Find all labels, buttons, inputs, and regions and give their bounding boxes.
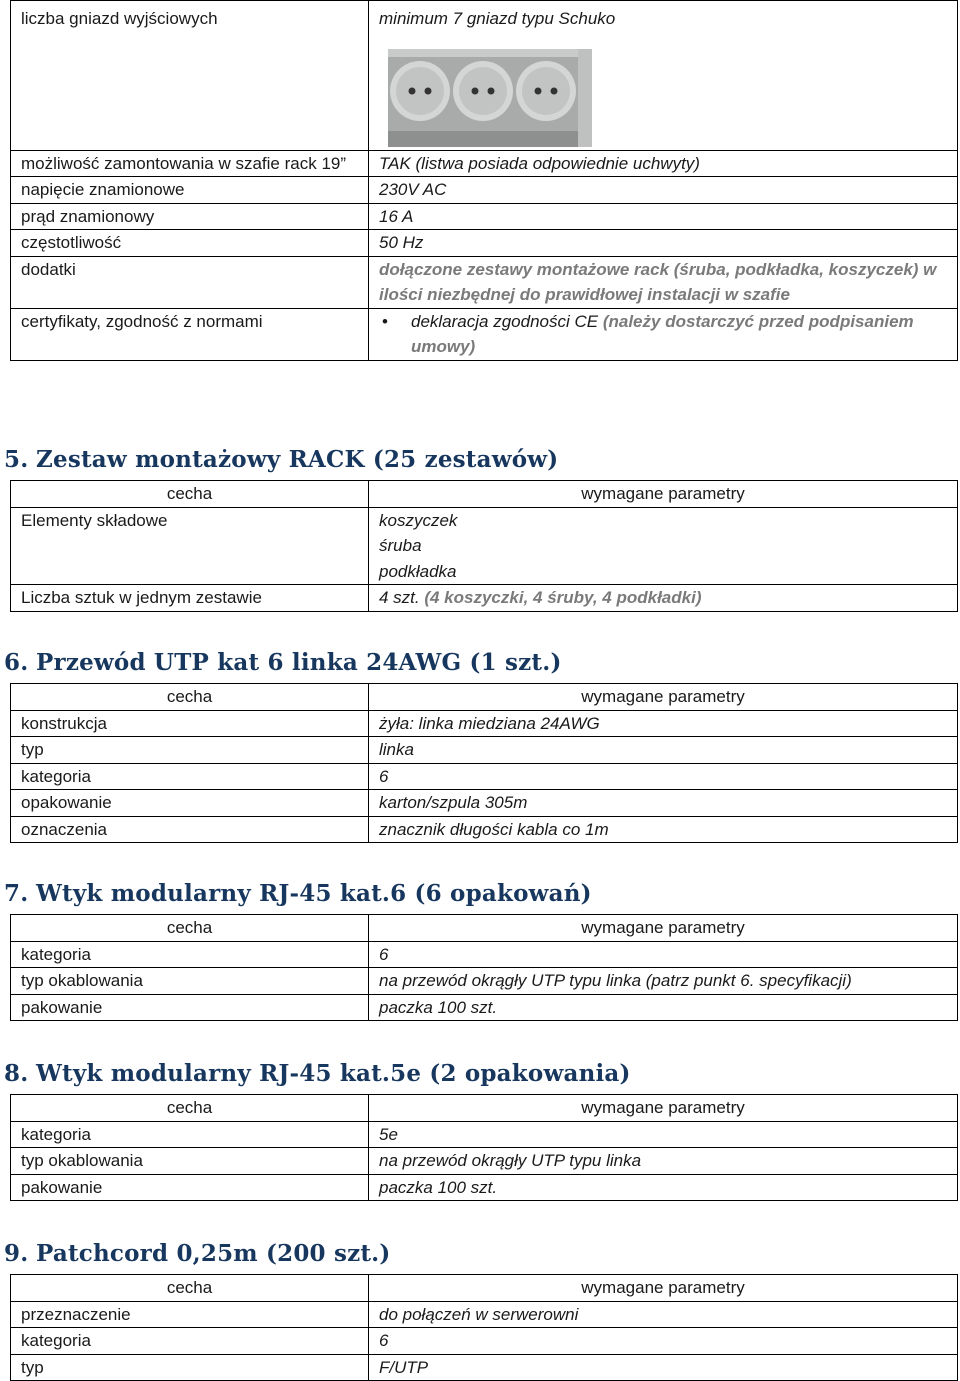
- column-header-cecha: cecha: [11, 915, 369, 942]
- column-header-cecha: cecha: [11, 1275, 369, 1302]
- table-row: [11, 1301, 958, 1328]
- section-heading: 5. Zestaw montażowy RACK (25 zestawów): [4, 446, 559, 473]
- section-9-table: [10, 1274, 958, 1381]
- spec-value: 6: [369, 763, 958, 790]
- section-6-table: [10, 683, 958, 843]
- spec-label: pakowanie: [11, 1174, 369, 1201]
- spec-value: znacznik długości kabla co 1m: [369, 816, 958, 843]
- table-header-row: [11, 684, 958, 711]
- spec-label: typ okablowania: [11, 1148, 369, 1175]
- table-row: [11, 308, 958, 360]
- table-row: [11, 790, 958, 817]
- spec-label: kategoria: [11, 1328, 369, 1355]
- spec-value: 4 szt.: [379, 588, 420, 607]
- spec-value: na przewód okrągły UTP typu linka: [369, 1148, 958, 1175]
- table-row: [11, 1174, 958, 1201]
- spec-label: Elementy składowe: [11, 507, 369, 585]
- spec-label: Liczba sztuk w jednym zestawie: [11, 585, 369, 612]
- schuko-socket-icon: [453, 61, 513, 121]
- table-row: [11, 585, 958, 612]
- table-row: [11, 763, 958, 790]
- table-header-row: [11, 915, 958, 942]
- spec-value: 16 A: [369, 203, 958, 230]
- table-row: [11, 968, 958, 995]
- spec-label: typ: [11, 1354, 369, 1381]
- spec-value: TAK (listwa posiada odpowiednie uchwyty): [369, 150, 958, 177]
- spec-label: napięcie znamionowe: [11, 177, 369, 204]
- table-header-row: [11, 1095, 958, 1122]
- certificate-bullet: [379, 309, 957, 360]
- column-header-params: wymagane parametry: [369, 481, 958, 508]
- spec-value-cell: [369, 1, 958, 151]
- spec-label: konstrukcja: [11, 710, 369, 737]
- table-row: [11, 256, 958, 308]
- table-row: [11, 1328, 958, 1355]
- spec-value: 230V AC: [369, 177, 958, 204]
- column-header-cecha: cecha: [11, 481, 369, 508]
- spec-value: karton/szpula 305m: [369, 790, 958, 817]
- section-heading: 8. Wtyk modularny RJ-45 kat.5e (2 opakowania): [4, 1060, 631, 1087]
- section-8-table: [10, 1094, 958, 1201]
- section-7-table: [10, 914, 958, 1021]
- spec-value: 5e: [369, 1121, 958, 1148]
- spec-label: dodatki: [11, 256, 369, 308]
- schuko-socket-icon: [390, 61, 450, 121]
- spec-label: przeznaczenie: [11, 1301, 369, 1328]
- spec-value: podkładka: [379, 561, 457, 581]
- column-header-cecha: cecha: [11, 1095, 369, 1122]
- spec-value: minimum 7 gniazd typu Schuko: [379, 9, 616, 28]
- spec-label: liczba gniazd wyjściowych: [11, 1, 369, 151]
- spec-label: kategoria: [11, 763, 369, 790]
- spec-value: żyła: linka miedziana 24AWG: [369, 710, 958, 737]
- spec-value: na przewód okrągły UTP typu linka (patrz punkt 6. specyfikacji): [369, 968, 958, 995]
- spec-value-note: (4 koszyczki, 4 śruby, 4 podkładki): [419, 588, 702, 607]
- column-header-cecha: cecha: [11, 684, 369, 711]
- table-header-row: [11, 1275, 958, 1302]
- table-header-row: [11, 481, 958, 508]
- table-row: [11, 710, 958, 737]
- table-row: [11, 507, 958, 585]
- spec-value: paczka 100 szt.: [369, 1174, 958, 1201]
- spec-label: kategoria: [11, 941, 369, 968]
- section-5-table: [10, 480, 958, 612]
- spec-label: opakowanie: [11, 790, 369, 817]
- spec-value: śruba: [379, 536, 422, 555]
- table-row: [11, 994, 958, 1021]
- table-row: [11, 941, 958, 968]
- spec-value: linka: [369, 737, 958, 764]
- spec-label: typ okablowania: [11, 968, 369, 995]
- spec-value-cell: [369, 585, 958, 612]
- table-row: [11, 1, 958, 151]
- spec-value-cell: [369, 308, 958, 360]
- table-row: [11, 816, 958, 843]
- spec-value: dołączone zestawy montażowe rack (śruba, podkładka, koszyczek) w ilości niezbędnej do prawidłowej instalacji w szafie: [369, 256, 958, 308]
- spec-label: typ: [11, 737, 369, 764]
- spec-label: kategoria: [11, 1121, 369, 1148]
- table-row: [11, 230, 958, 257]
- spec-value: deklaracja zgodności CE: [411, 311, 599, 331]
- spec-label: pakowanie: [11, 994, 369, 1021]
- column-header-params: wymagane parametry: [369, 915, 958, 942]
- section-heading: 6. Przewód UTP kat 6 linka 24AWG (1 szt.): [4, 649, 562, 676]
- spec-value: 6: [369, 1328, 958, 1355]
- column-header-params: wymagane parametry: [369, 1275, 958, 1302]
- column-header-params: wymagane parametry: [369, 684, 958, 711]
- spec-value: paczka 100 szt.: [369, 994, 958, 1021]
- column-header-params: wymagane parametry: [369, 1095, 958, 1122]
- table-row: [11, 1148, 958, 1175]
- table-row: [11, 1354, 958, 1381]
- power-strip-schuko-image: [388, 49, 592, 147]
- section-heading: 9. Patchcord 0,25m (200 szt.): [4, 1240, 391, 1267]
- spec-value-note: (należy dostarczyć przed podpisaniem umowy): [411, 311, 914, 356]
- spec-label: certyfikaty, zgodność z normami: [11, 308, 369, 360]
- table-row: [11, 177, 958, 204]
- power-strip-spec-table: [10, 0, 958, 361]
- spec-value: 6: [369, 941, 958, 968]
- spec-value: do połączeń w serwerowni: [369, 1301, 958, 1328]
- schuko-socket-icon: [516, 61, 576, 121]
- table-row: [11, 1121, 958, 1148]
- spec-value: 50 Hz: [369, 230, 958, 257]
- section-heading: 7. Wtyk modularny RJ-45 kat.6 (6 opakowań): [4, 880, 592, 907]
- spec-value: koszyczek: [379, 510, 458, 530]
- spec-label: prąd znamionowy: [11, 203, 369, 230]
- table-row: [11, 203, 958, 230]
- table-row: [11, 150, 958, 177]
- spec-label: oznaczenia: [11, 816, 369, 843]
- spec-label: częstotliwość: [11, 230, 369, 257]
- spec-value: F/UTP: [369, 1354, 958, 1381]
- spec-label: możliwość zamontowania w szafie rack 19”: [11, 150, 369, 177]
- table-row: [11, 737, 958, 764]
- spec-value-cell: [369, 507, 958, 585]
